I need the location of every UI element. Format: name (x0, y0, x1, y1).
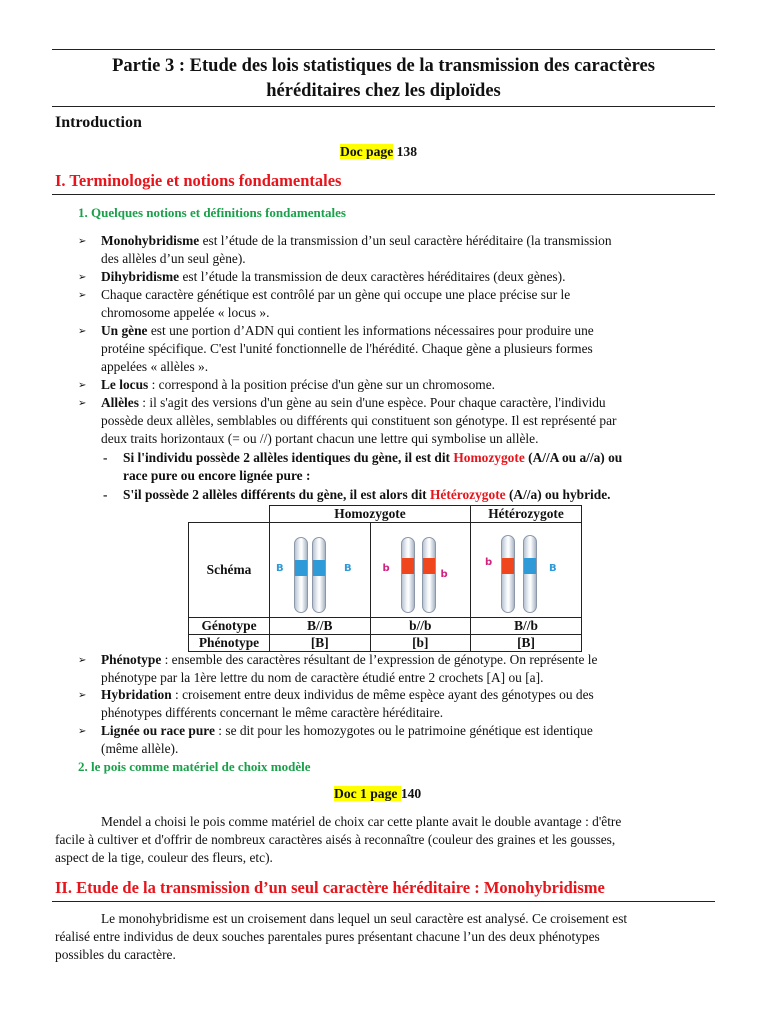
schema-cell-Bb (471, 523, 582, 618)
bullet-arrow-icon: ➢ (78, 272, 87, 283)
allele-b-right: b (440, 569, 448, 580)
doc-ref-page: 138 (393, 144, 418, 159)
term-bold: Un gène (101, 323, 148, 338)
doc-ref-highlight: Doc page (340, 144, 394, 159)
genotype-Bb: B//b (471, 618, 582, 635)
chromosome-b (401, 537, 415, 613)
allele-B-right: B (344, 563, 352, 574)
dash-marker: - (103, 487, 108, 502)
bullet-text-line3: appelées « allèles ». (101, 359, 209, 374)
bullet-locus (101, 376, 495, 394)
genotype-BB: B//B (270, 618, 371, 635)
locus-band-blue (524, 558, 536, 574)
bullet-text: est une portion d’ADN qui contient les informations nécessaires pour produire une (147, 323, 594, 338)
allele-label (276, 561, 284, 577)
section-1-rule (52, 194, 715, 195)
locus-band-blue (295, 560, 307, 576)
allele-B-left: B (276, 563, 284, 574)
dash-text: S'il possède 2 allèles différents du gène, il est alors dit (123, 487, 430, 502)
doc-ref-highlight: Doc 1 page (334, 786, 401, 801)
page-title (52, 54, 715, 104)
dash-homozygote (123, 450, 622, 466)
genotype-table (188, 505, 582, 652)
section-1-heading: I. Terminologie et notions fondamentales (55, 171, 342, 190)
term-bold: Allèles (101, 395, 139, 410)
locus-band-red (502, 558, 514, 574)
bullet-text-line2: protéine spécifique. C'est l'unité fonctionnelle de l'hérédité. Chaque gène a plusieurs formes (101, 341, 593, 356)
chromosome-b (501, 535, 515, 613)
bullet-arrow-icon: ➢ (78, 290, 87, 301)
bullet-text-line3: deux traits horizontaux (= ou //) portant chacun une lettre qui symbolise un allèle. (101, 431, 539, 446)
header-heterozygote: Hétérozygote (471, 506, 582, 523)
locus-band-blue (313, 560, 325, 576)
title-top-rule (52, 49, 715, 50)
bullet-gene-control: Chaque caractère génétique est contrôlé par un gène qui occupe une place précise sur le (101, 287, 571, 302)
bullet-arrow-icon: ➢ (78, 726, 87, 737)
allele-b-left: b (382, 563, 390, 574)
subsection-2-heading: 2. le pois comme matériel de choix modèle (78, 759, 311, 774)
dash-text: Si l'individu possède 2 allèles identiques du gène, il est dit (123, 450, 454, 465)
bullet-hybridation (101, 686, 594, 704)
bullet-text-line2: des allèles d’un seul gène). (101, 251, 246, 266)
locus-band-red (423, 558, 435, 574)
phenotype-BB: [B] (270, 635, 371, 652)
paragraph-monohybridisme-line3: possibles du caractère. (55, 947, 176, 962)
term-homozygote: Homozygote (453, 450, 525, 465)
subsection-1-heading: 1. Quelques notions et définitions fondamentales (78, 205, 346, 220)
bullet-text-line2: (même allèle). (101, 741, 179, 756)
title-line-2: héréditaires chez les diploïdes (266, 81, 501, 101)
title-line-1: Partie 3 : Etude des lois statistiques de la transmission des caractères (112, 56, 655, 76)
schema-cell-BB (270, 523, 371, 618)
header-homozygote: Homozygote (270, 506, 471, 523)
genotype-bb: b//b (370, 618, 471, 635)
bullet-arrow-icon: ➢ (78, 690, 87, 701)
phenotype-bb: [b] (370, 635, 471, 652)
dash-text-end: (A//a) ou hybride. (505, 487, 611, 502)
term-bold: Hybridation (101, 687, 172, 702)
bullet-arrow-icon: ➢ (78, 236, 87, 247)
bullet-arrow-icon: ➢ (78, 380, 87, 391)
row-label-schema: Schéma (189, 523, 270, 618)
dash-heterozygote (123, 487, 611, 503)
dash-text-end: (A//A ou a//a) ou (524, 450, 623, 465)
section-2-rule (52, 901, 715, 902)
bullet-text: : se dit pour les homozygotes ou le patrimoine génétique est identique (214, 723, 593, 738)
bullet-text-line2: phénotype par la 1ère lettre du nom de caractère étudié entre 2 crochets [A] ou [a]. (101, 670, 544, 685)
bullet-arrow-icon: ➢ (78, 655, 87, 666)
introduction-heading: Introduction (55, 114, 142, 131)
section-2-heading: II. Etude de la transmission d’un seul caractère héréditaire : Monohybridisme (55, 878, 605, 897)
bullet-alleles (101, 394, 606, 412)
schema-cell-bb (370, 523, 471, 618)
bullet-lignee-pure (101, 722, 593, 740)
term-heterozygote: Hétérozygote (430, 487, 506, 502)
doc-reference-138 (340, 144, 417, 160)
chromosome-B (312, 537, 326, 613)
dash-marker: - (103, 450, 108, 465)
bullet-text: est l’étude de la transmission d’un seul caractère héréditaire (la transmission (199, 233, 612, 248)
dash-text-line2: race pure ou encore lignée pure : (123, 468, 311, 483)
allele-B-right: B (549, 563, 557, 574)
paragraph-mendel-line1: Mendel a choisi le pois comme matériel de choix car cette plante avait le double avantage : d'être (101, 814, 622, 829)
bullet-text: : correspond à la position précise d'un gène sur un chromosome. (148, 377, 496, 392)
paragraph-mendel-line2: facile à cultiver et d'offrir de nombreux caractères aisés à reconnaître (couleur des graines et les gousses, (55, 832, 616, 847)
bullet-arrow-icon: ➢ (78, 398, 87, 409)
row-label-genotype: Génotype (189, 618, 270, 635)
doc-ref-page: 140 (400, 786, 422, 801)
bullet-text-line2: chromosome appelée « locus ». (101, 305, 270, 320)
paragraph-monohybridisme-line1: Le monohybridisme est un croisement dans lequel un seul caractère est analysé. Ce croisement est (101, 911, 628, 926)
allele-b-left: b (485, 557, 493, 568)
paragraph-mendel-line3: aspect de la tige, couleur des fleurs, etc). (55, 850, 273, 865)
chromosome-b (422, 537, 436, 613)
bullet-text: : il s'agit des versions d'un gène au sein d'une espèce. Pour chaque caractère, l'individu (138, 395, 606, 410)
bullet-text-line2: phénotypes différents concernant le même caractère héréditaire. (101, 705, 444, 720)
bullet-arrow-icon: ➢ (78, 326, 87, 337)
bullet-phenotype (101, 651, 597, 669)
term-bold: Le locus (101, 377, 149, 392)
term-bold: Phénotype (101, 652, 162, 667)
paragraph-monohybridisme-line2: réalisé entre individus de deux souches parentales pures présentant chacune l’un des deux phénotypes (55, 929, 600, 944)
title-bottom-rule (52, 106, 715, 107)
bullet-text: : ensemble des caractères résultant de l’expression de génotype. On représente le (161, 652, 598, 667)
bullet-text-line2: possède deux allèles, semblables ou différents qui constituent son génotype. Il est représenté par (101, 413, 617, 428)
chromosome-B (294, 537, 308, 613)
phenotype-Bb: [B] (471, 635, 582, 652)
chromosome-B (523, 535, 537, 613)
term-bold: Dihybridisme (101, 269, 180, 284)
bullet-text: est l’étude la transmission de deux caractères héréditaires (deux gènes). (179, 269, 566, 284)
bullet-un-gene (101, 322, 594, 340)
bullet-text: : croisement entre deux individus de même espèce ayant des génotypes ou des (171, 687, 594, 702)
doc-reference-140 (334, 786, 421, 802)
term-bold: Lignée ou race pure (101, 723, 215, 738)
term-bold: Monohybridisme (101, 233, 200, 248)
bullet-dihybridisme (101, 268, 565, 286)
row-label-phenotype: Phénotype (189, 635, 270, 652)
table-corner (189, 506, 270, 523)
bullet-monohybridisme (101, 232, 612, 250)
locus-band-red (402, 558, 414, 574)
